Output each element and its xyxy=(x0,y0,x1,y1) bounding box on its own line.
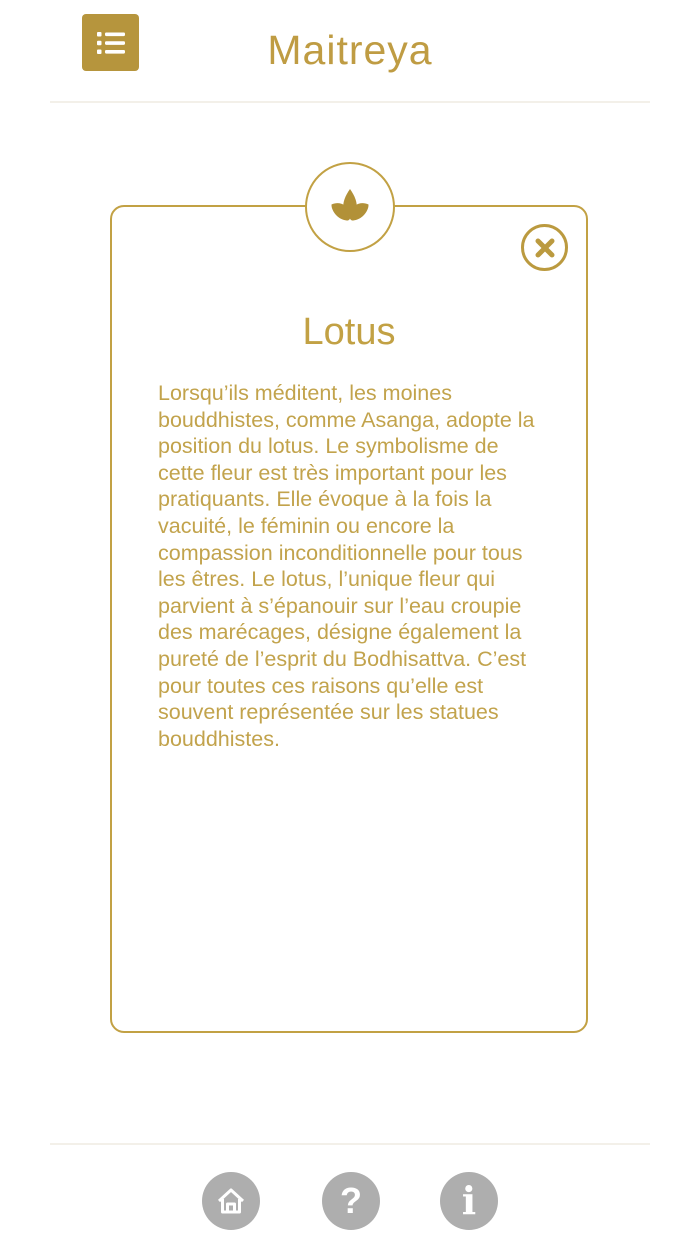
question-icon: ? xyxy=(340,1180,362,1221)
card-body-text: Lorsqu’ils méditent, les moines bouddhistes, comme Asanga, adopte la position du lotus. Le symbolisme de cette fleur est très important pour les pratiquants. Elle évoque à la fois la vacuité, le féminin ou encore la compassion inconditionnelle pour tous les êtres. Le lotus, l’unique fleur qui parvient à s’épanouir sur l’eau croupie des marécages, désigne également la pureté de l’esprit du Bodhisattva. C’est pour toutes ces raisons qu’elle est souvent représentée sur les statues bouddhistes. xyxy=(158,381,535,751)
help-button[interactable] xyxy=(322,1172,380,1230)
close-icon xyxy=(533,236,557,260)
home-button[interactable] xyxy=(202,1172,260,1230)
home-icon xyxy=(214,1184,248,1218)
lotus-badge xyxy=(305,162,395,252)
page-title: Maitreya xyxy=(267,27,433,73)
lotus-card xyxy=(110,205,588,1033)
info-button[interactable] xyxy=(440,1172,498,1230)
card-title: Lotus xyxy=(302,311,396,353)
info-icon: i xyxy=(461,1178,477,1223)
close-button[interactable] xyxy=(521,224,568,271)
lotus-icon xyxy=(325,182,375,232)
